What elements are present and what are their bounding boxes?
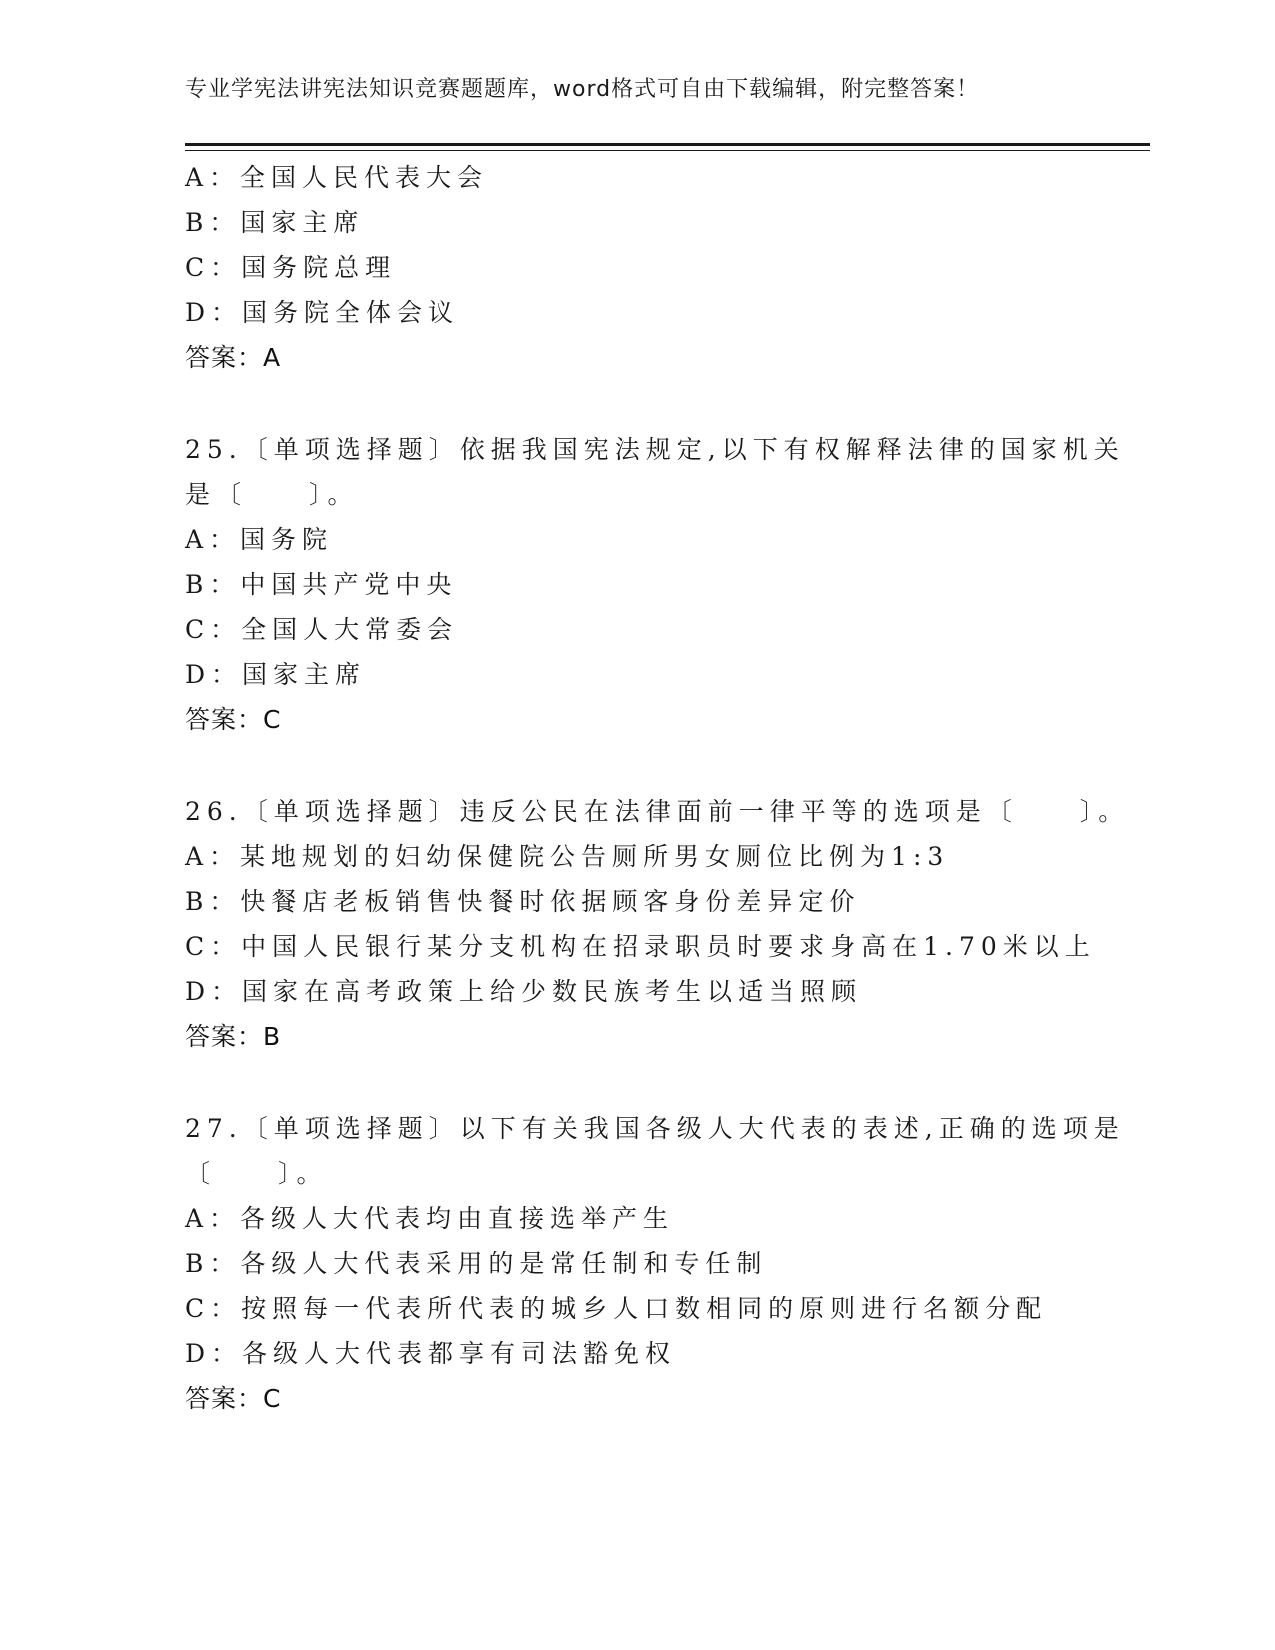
option-a: A：国务院 [185, 525, 334, 554]
question-stem: 27.〔单项选择题〕以下有关我国各级人大代表的表述,正确的选项是 [185, 1114, 1125, 1143]
option-d: D：国家主席 [185, 660, 367, 689]
option-d: D：各级人大代表都享有司法豁免权 [185, 1339, 677, 1368]
option-c: C：全国人大常委会 [185, 615, 459, 644]
option-c: C：中国人民银行某分支机构在招录职员时要求身高在1.70米以上 [185, 932, 1096, 961]
option-c: C：按照每一代表所代表的城乡人口数相同的原则进行名额分配 [185, 1294, 1048, 1323]
option-d: D：国家在高考政策上给少数民族考生以适当照顾 [185, 977, 863, 1006]
question-26 [185, 789, 1130, 1059]
option-b: B：国家主席 [185, 208, 365, 237]
question-stem: 是〔 〕。 [185, 480, 359, 509]
option-b: B：各级人大代表采用的是常任制和专任制 [185, 1249, 768, 1278]
question-list [185, 155, 1130, 1421]
option-c: C：国务院总理 [185, 253, 397, 282]
header-rule-thick [185, 143, 1150, 146]
option-a: A：全国人民代表大会 [185, 163, 489, 192]
question-27 [185, 1106, 1125, 1421]
document-header: 专业学宪法讲宪法知识竞赛题题库，word格式可自由下载编辑，附完整答案！ [185, 77, 980, 102]
option-a: A：各级人大代表均由直接选举产生 [185, 1204, 675, 1233]
question-24-continued [185, 155, 1085, 380]
option-b: B：中国共产党中央 [185, 570, 458, 599]
question-stem: 〔 〕。 [185, 1159, 328, 1188]
option-b: B：快餐店老板销售快餐时依据顾客身份差异定价 [185, 887, 861, 916]
option-a: A：某地规划的妇幼保健院公告厕所男女厕位比例为1:3 [185, 842, 950, 871]
option-d: D：国务院全体会议 [185, 298, 460, 327]
question-stem: 25.〔单项选择题〕依据我国宪法规定,以下有权解释法律的国家机关 [185, 435, 1125, 464]
question-25 [185, 427, 1125, 742]
question-stem: 26.〔单项选择题〕违反公民在法律面前一律平等的选项是〔 〕。 [185, 797, 1130, 826]
header-rule-thin [185, 150, 1150, 151]
answer-line: 答案：C [185, 1384, 282, 1413]
answer-line: 答案：C [185, 705, 282, 734]
answer-line: 答案：A [185, 343, 282, 372]
answer-line: 答案：B [185, 1022, 282, 1051]
